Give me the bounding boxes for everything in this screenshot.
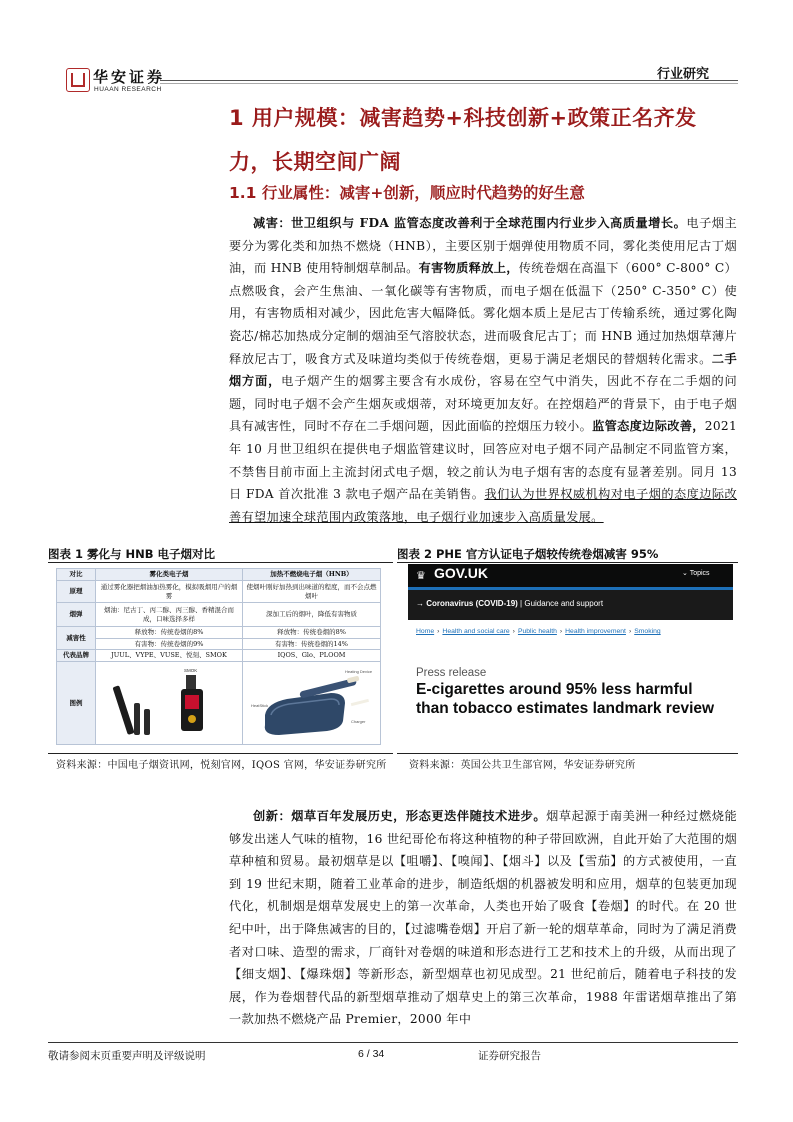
hnb-device-illustration (247, 663, 377, 741)
bold-text: 有害物质释放上， (418, 261, 519, 276)
heatstick-label: HeatStick (250, 702, 268, 708)
table-row (57, 581, 381, 603)
breadcrumb-item[interactable]: Public health (517, 628, 557, 635)
table-header: 对比 (57, 569, 96, 581)
brand-name: 华安证券 (93, 68, 166, 86)
press-release-label: Press release (416, 667, 487, 679)
paragraph-lead: 减害：世卫组织与 FDA 监管态度改善利于全球范围内行业步入高质量增长。 (253, 216, 687, 230)
footer-disclaimer: 敬请参阅末页重要声明及评级说明 (48, 1050, 206, 1062)
footer-divider (48, 1042, 738, 1043)
report-type: 证券研究报告 (478, 1050, 541, 1062)
table-cell: 烟油：尼古丁、丙二醇、丙三醇、香精混合而成，口味选择多样 (96, 603, 243, 627)
table-cell: JUUL、VYPE、VUSE、悦刻、SMOK (96, 650, 243, 662)
table-cell: 有害物：传统卷烟的14% (243, 638, 381, 650)
table-cell: 释放物：传统卷烟的8% (243, 627, 381, 639)
row-label: 烟弹 (57, 603, 96, 627)
table-cell: 通过雾化器把烟油加热雾化，模拟吸烟用户的烟雾 (96, 581, 243, 603)
topics-menu[interactable] (682, 569, 710, 577)
table-row (57, 627, 381, 639)
table-cell: IQOS、Glo、PLOOM (243, 650, 381, 662)
text: 传统卷烟在高温下（600° C-800° C）点燃吸食，会产生焦油、一氧化碳等有害物质，而电子烟在低温下（250° C-350° C）使用，有害物质相对减少，因此危害大幅降低。雾化烟本质上是尼古丁传输系统，通过雾化陶瓷芯/棉芯加热成分定制的烟油至气溶胶状态，进而吸食尼古丁；而 HNB 通过加热烟草薄片释放尼古丁，吸食方式及味道均类似于传统卷烟，更易于满足老烟民的替烟转化需求。 (229, 261, 737, 366)
table-row (57, 661, 381, 745)
text: 2021 年 10 月世卫组织在提供电子烟监管建议时，回答应对电子烟不同产品制定不同监管方案，不禁售目前市面上主流封闭式电子烟，较之前认为电子烟有害的态度有显著差别。同月 13 日 FDA 首次批准 3 款电子烟产品在美销售。 (229, 419, 737, 502)
bold-text: 监管态度边际改善， (592, 419, 705, 434)
table-cell: 使烟叶刚好加热到出味道的程度，而不会点燃烟叶 (243, 581, 381, 603)
vape-images-cell (96, 661, 243, 745)
text: 电子烟主要分为雾化类和加热不燃烧（HNB），主要区别于烟弹使用物质不同，雾化类使用尼古丁烟油，而 HNB 使用特制烟草制品。 (229, 216, 737, 276)
table-header: 加热不燃烧电子烟（HNB） (243, 569, 381, 581)
comparison-table (56, 568, 381, 745)
row-label: 代表品牌 (57, 650, 96, 662)
header-divider-thin (160, 83, 738, 84)
chevron-down-icon: ⌄ (682, 570, 690, 577)
breadcrumb-item[interactable]: Home (416, 628, 435, 635)
hnb-images-cell (243, 661, 381, 745)
breadcrumb-item[interactable]: Health improvement (565, 628, 626, 635)
table-header: 雾化类电子烟 (96, 569, 243, 581)
subsection-heading: 1.1 行业属性：减害+创新，顺应时代趋势的好生意 (229, 184, 585, 202)
bold-text: 二手烟方面， (229, 351, 737, 389)
paragraph-innovation (229, 805, 737, 1031)
header-divider (160, 80, 738, 81)
smok-label: SMOK (184, 667, 198, 673)
topics-label: Topics (689, 570, 710, 577)
figure2-title: 图表 2 PHE 官方认证电子烟较传统卷烟减害 95% (397, 547, 659, 561)
paragraph-harm-reduction (229, 212, 737, 528)
paragraph-lead: 创新：烟草百年发展历史，形态更迭伴随技术进步。 (253, 809, 547, 823)
breadcrumb: Home › Health and social care › Public health › Health improvement › Smoking (416, 628, 661, 635)
underlined-conclusion: 我们认为世界权威机构对电子烟的态度边际改善有望加速全球范围内政策落地，电子烟行业加速步入高质量发展。 (229, 487, 737, 524)
brand-name-en: HUAAN RESEARCH (94, 86, 162, 93)
govuk-logo[interactable]: GOV.UK (434, 565, 488, 581)
table-cell: 有害物：传统卷烟的9% (96, 638, 243, 650)
table-row (57, 650, 381, 662)
charger-label: Charger (350, 718, 365, 724)
row-label: 减害性 (57, 627, 96, 650)
figure1-top-rule (48, 562, 393, 563)
crown-icon: ♛ (416, 569, 426, 582)
box-mod-icon (181, 675, 203, 731)
figure1-source: 资料来源：中国电子烟资讯网，悦刻官网，IQOS 官网，华安证券研究所 (56, 760, 387, 771)
table-cell: 深加工后的烟叶，降低有害物质 (243, 603, 381, 627)
table-row (57, 638, 381, 650)
breadcrumb-item[interactable]: Smoking (634, 628, 661, 635)
covid-nav[interactable]: → Coronavirus (COVID-19) | Guidance and support (416, 599, 604, 608)
table-cell: 释放物：传统卷烟的8% (96, 627, 243, 639)
logo-icon (66, 68, 90, 92)
table-row (57, 603, 381, 627)
press-release-headline: E-cigarettes around 95% less harmful than tobacco estimates landmark review (416, 681, 715, 717)
breadcrumb-item[interactable]: Health and social care (442, 628, 510, 635)
section-heading: 1 用户规模：减害趋势+科技创新+政策正名齐发力，长期空间广阔 (229, 106, 697, 174)
text: 烟草起源于南美洲一种经过燃烧能够发出迷人气味的植物，16 世纪哥伦布将这种植物的种子带回欧洲，自此开始了大范围的烟草种植和贸易。最初烟草是以【咀嚼】、【嗅闻】、【烟斗】以及【雪茄】的方式被使用，一直到 19 世纪末期，随着工业革命的进步，制造纸烟的机器被发明和应用，烟草的包装更加现代化，机制烟是烟草发展史上的第一次革命，人类也开始了吸食【卷烟】的时代。在 20 世纪中叶，出于降焦减害的目的，【过滤嘴卷烟】开启了新一轮的烟草革命，同时为了满足消费者对口味、造型的需求，厂商针对卷烟的味道和形态进行工艺和技术上的升级，从而出现了【细支烟】、【爆珠烟】等新形态，新型烟草也初见成型。21 世纪前后，随着电子科技的发展，作为卷烟替代品的新型烟草推动了烟草史上的第三次革命，1988 年雷诺烟草推出了第一款加热不燃烧产品 Premier，2000 年中 (229, 809, 738, 1027)
figure2-source: 资料来源：英国公共卫生部官网，华安证券研究所 (409, 760, 636, 771)
heating-device-label: Heating Device (344, 668, 372, 674)
table-header-row (57, 569, 381, 581)
page-number: 6 / 34 (358, 1048, 385, 1060)
figure2-top-rule (397, 562, 738, 563)
row-label: 图例 (57, 661, 96, 745)
text: 电子烟产生的烟雾主要含有水成份，容易在空气中消失，因此不存在二手烟的问题，同时电子烟不会产生烟灰或烟蒂，对环境更加友好。在控烟趋严的背景下，由于电子烟具有减害性，同时不存在二手烟问题，因此面临的控烟压力较小。 (229, 374, 738, 434)
figure2-bottom-rule (397, 753, 738, 754)
heatstick-icon (350, 698, 368, 705)
figure1-bottom-rule (48, 753, 393, 754)
covid-link[interactable]: Coronavirus (COVID-19) (426, 599, 518, 608)
pod-vape-icon (112, 685, 150, 735)
report-category: 行业研究 (657, 67, 710, 82)
row-label: 原理 (57, 581, 96, 603)
guidance-link[interactable]: Guidance and support (524, 599, 604, 608)
arrow-right-icon: → (416, 599, 427, 608)
figure1-title: 图表 1 雾化与 HNB 电子烟对比 (48, 547, 216, 561)
vape-devices-illustration (104, 663, 234, 741)
iqos-charger-icon (264, 693, 344, 735)
